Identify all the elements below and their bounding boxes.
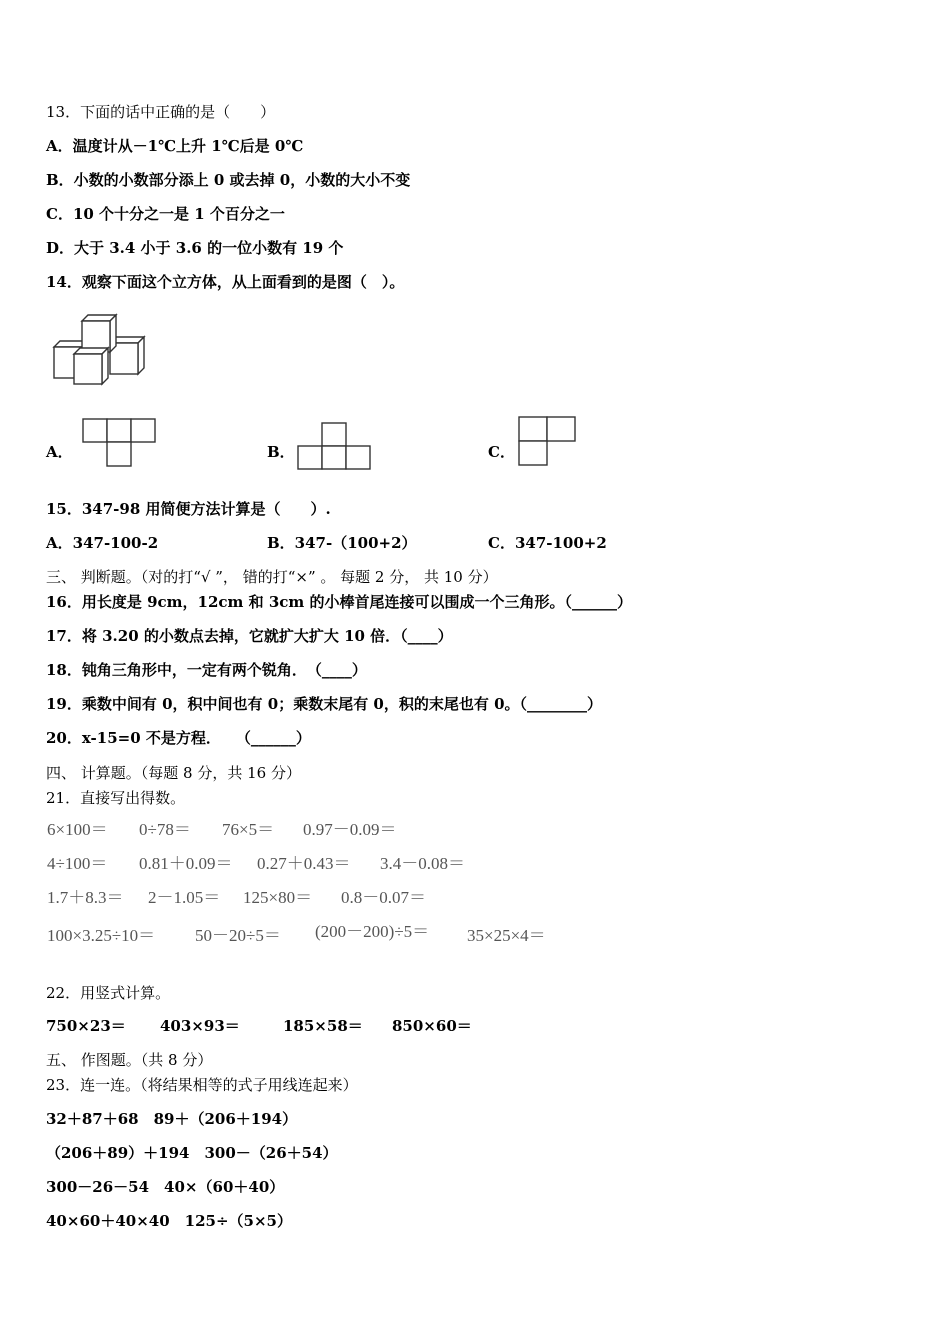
q14-option-c-figure: [518, 416, 578, 468]
q21-expr: 6×100＝: [47, 820, 108, 839]
q21-expr: 4÷100＝: [47, 854, 108, 873]
q13-stem: 13．下面的话中正确的是（ ）: [46, 103, 276, 121]
section-4-title: 四、 计算题。（每题 8 分，共 16 分）: [46, 764, 301, 782]
q19: 19．乘数中间有 0，积中间也有 0；乘数末尾有 0，积的末尾也有 0。（________）: [46, 695, 603, 713]
q21-expr: 125×80＝: [243, 888, 313, 907]
q14-option-b-label: B．: [267, 443, 295, 461]
q21-expr: (200－200)÷5＝: [315, 922, 430, 941]
q14-stem: 14．观察下面这个立方体，从上面看到的是图（ ）。: [46, 273, 405, 291]
q21-expr: 1.7＋8.3＝: [47, 888, 124, 907]
q23-row: 300－26－54 40×（60＋40）: [46, 1178, 285, 1196]
q21-expr: 0÷78＝: [139, 820, 191, 839]
section-5-title: 五、 作图题。（共 8 分）: [46, 1051, 213, 1069]
q15-stem: 15．347-98 用简便方法计算是（ ）.: [46, 500, 331, 518]
q16: 16．用长度是 9cm，12cm 和 3cm 的小棒首尾连接可以围成一个三角形。（______）: [46, 593, 633, 611]
q22-stem: 22．用竖式计算。: [46, 984, 171, 1002]
q21-expr: 0.97－0.09＝: [303, 820, 397, 839]
q21-expr: 35×25×4＝: [467, 926, 546, 945]
q15-option-a: A．347-100-2: [46, 534, 159, 552]
cube-stack-figure: [52, 312, 152, 387]
q22-item: 185×58＝: [283, 1017, 363, 1035]
q21-expr: 0.8－0.07＝: [341, 888, 426, 907]
q21-expr: 0.81＋0.09＝: [139, 854, 233, 873]
q13-option-b: B．小数的小数部分添上 0 或去掉 0，小数的大小不变: [46, 171, 411, 189]
q21-expr: 0.27＋0.43＝: [257, 854, 351, 873]
q23-row: 32＋87＋68 89＋（206＋194）: [46, 1110, 298, 1128]
q21-expr: 50－20÷5＝: [195, 926, 281, 945]
q13-option-a: A．温度计从－1℃上升 1℃后是 0℃: [46, 137, 304, 155]
q15-option-c: C．347-100+2: [488, 534, 607, 552]
q21-expr: 100×3.25÷10＝: [47, 926, 156, 945]
q22-item: 850×60＝: [392, 1017, 472, 1035]
section-3-title: 三、 判断题。（对的打“√ ”， 错的打“×” 。 每题 2 分， 共 10 分）: [46, 568, 498, 586]
q14-option-a-figure: [82, 418, 158, 470]
q14-option-a-label: A．: [46, 443, 73, 461]
q14-option-c-label: C．: [488, 443, 515, 461]
q13-option-c: C．10 个十分之一是 1 个百分之一: [46, 205, 285, 223]
q13-option-d: D．大于 3.4 小于 3.6 的一位小数有 19 个: [46, 239, 344, 257]
q17: 17．将 3.20 的小数点去掉，它就扩大扩大 10 倍．（____）: [46, 627, 453, 645]
q21-expr: 2－1.05＝: [148, 888, 221, 907]
q15-option-b: B．347-（100+2）: [267, 534, 417, 552]
q14-option-b-figure: [296, 422, 374, 472]
q20: 20．x-15=0 不是方程． （______）: [46, 729, 311, 747]
q21-stem: 21．直接写出得数。: [46, 789, 186, 807]
q21-expr: 76×5＝: [222, 820, 275, 839]
q23-row: 40×60＋40×40 125÷（5×5）: [46, 1212, 292, 1230]
q18: 18．钝角三角形中，一定有两个锐角． （____）: [46, 661, 367, 679]
q23-stem: 23．连一连。（将结果相等的式子用线连起来）: [46, 1076, 358, 1094]
q22-item: 403×93＝: [160, 1017, 240, 1035]
q21-expr: 3.4－0.08＝: [380, 854, 465, 873]
q23-row: （206＋89）＋194 300－（26＋54）: [46, 1144, 338, 1162]
q22-item: 750×23＝: [46, 1017, 126, 1035]
